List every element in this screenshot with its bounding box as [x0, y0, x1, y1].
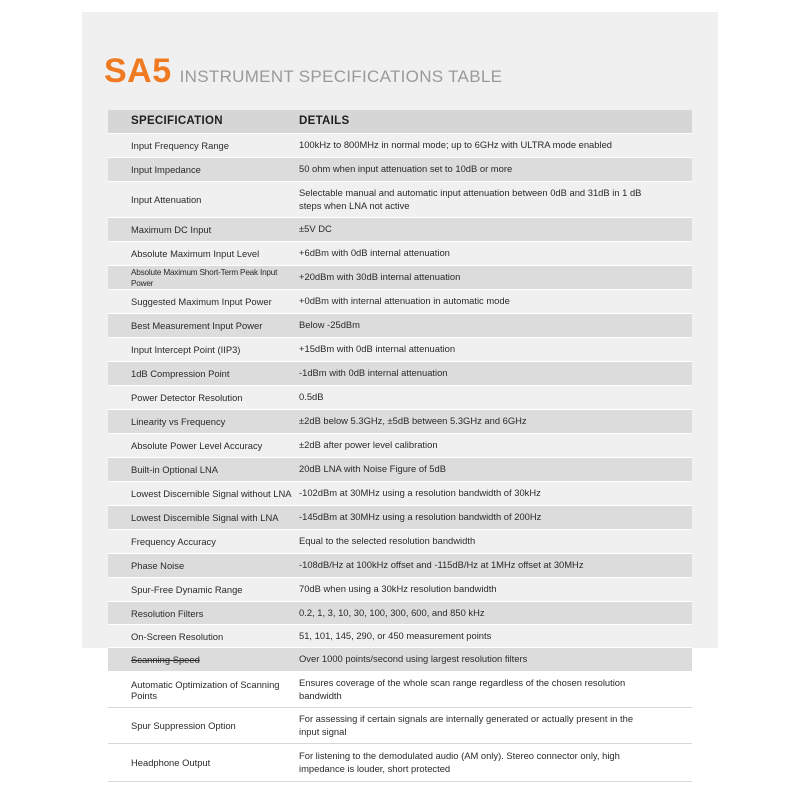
table-row [108, 648, 692, 672]
details-cell: Ensures coverage of the whole scan range regardless of the chosen resolution bandwidth [299, 677, 626, 701]
table-row [108, 625, 692, 648]
details-cell: +0dBm with internal attenuation in automatic mode [299, 295, 510, 307]
details-cell: ±2dB after power level calibration [299, 439, 438, 451]
table-row [108, 386, 692, 410]
spec-cell: 1dB Compression Point [131, 368, 230, 379]
details-cell: For assessing if certain signals are internally generated or actually present in the input signal [299, 713, 634, 737]
spec-table [108, 110, 692, 782]
table-row [108, 134, 692, 158]
spec-cell: Input Attenuation [131, 194, 202, 205]
table-row [108, 362, 692, 386]
spec-cell: Linearity vs Frequency [131, 416, 226, 427]
details-cell: -108dB/Hz at 100kHz offset and -115dB/Hz at 1MHz offset at 30MHz [299, 559, 584, 571]
table-row [108, 458, 692, 482]
table-row [108, 506, 692, 530]
spec-cell: Headphone Output [131, 757, 211, 768]
details-cell: 0.2, 1, 3, 10, 30, 100, 300, 600, and 850 kHz [299, 606, 485, 618]
spec-cell: On-Screen Resolution [131, 630, 224, 642]
table-row [108, 314, 692, 338]
spec-cell: Spur-Free Dynamic Range [131, 584, 243, 595]
table-row [108, 242, 692, 266]
details-cell: +6dBm with 0dB internal attenuation [299, 247, 450, 259]
table-row [108, 290, 692, 314]
table-row [108, 744, 692, 782]
table-row [108, 672, 692, 708]
spec-cell: Best Measurement Input Power [131, 320, 263, 331]
details-cell: -102dBm at 30MHz using a resolution bandwidth of 30kHz [299, 487, 541, 499]
table-row [108, 338, 692, 362]
spec-cell: Automatic Optimization of Scanning Points [131, 678, 280, 701]
spec-cell: Suggested Maximum Input Power [131, 296, 272, 307]
table-row [108, 708, 692, 744]
table-row [108, 434, 692, 458]
table-row [108, 530, 692, 554]
spec-cell: Lowest Discernible Signal with LNA [131, 512, 279, 523]
table-row [108, 158, 692, 182]
details-cell: Equal to the selected resolution bandwidth [299, 535, 476, 547]
details-cell: ±2dB below 5.3GHz, ±5dB between 5.3GHz and 6GHz [299, 415, 527, 427]
details-cell: +15dBm with 0dB internal attenuation [299, 343, 456, 355]
table-row [108, 182, 692, 218]
table-row [108, 218, 692, 242]
details-cell: For listening to the demodulated audio (AM only). Stereo connector only, high impedance is louder, short protected [299, 750, 620, 774]
title-text: INSTRUMENT SPECIFICATIONS TABLE [179, 67, 503, 86]
spec-cell: Scanning Speed [131, 654, 200, 665]
page-title [104, 52, 502, 91]
spec-cell: Input Impedance [131, 164, 201, 175]
details-cell: 20dB LNA with Noise Figure of 5dB [299, 463, 446, 475]
details-cell: Below -25dBm [299, 319, 360, 331]
table-row [108, 482, 692, 506]
header-specification: SPECIFICATION [131, 115, 223, 127]
details-cell: Over 1000 points/second using largest resolution filters [299, 653, 528, 665]
details-cell: -1dBm with 0dB internal attenuation [299, 367, 448, 379]
details-cell: 100kHz to 800MHz in normal mode; up to 6GHz with ULTRA mode enabled [299, 139, 612, 151]
spec-cell: Absolute Maximum Input Level [131, 248, 260, 259]
details-cell: 51, 101, 145, 290, or 450 measurement points [299, 629, 492, 641]
details-cell: +20dBm with 30dB internal attenuation [299, 271, 461, 283]
table-row [108, 266, 692, 290]
details-cell: 50 ohm when input attenuation set to 10dB or more [299, 163, 513, 175]
table-row [108, 578, 692, 602]
details-cell: 0.5dB [299, 391, 324, 403]
spec-cell: Absolute Maximum Short-Term Peak Input Power [131, 267, 278, 288]
spec-cell: Frequency Accuracy [131, 536, 216, 547]
table-row [108, 410, 692, 434]
spec-cell: Power Detector Resolution [131, 392, 243, 403]
spec-cell: Absolute Power Level Accuracy [131, 440, 263, 451]
spec-cell: Resolution Filters [131, 607, 204, 619]
details-cell: 70dB when using a 30kHz resolution bandwidth [299, 583, 497, 595]
model-name: SA5 [104, 52, 172, 90]
spec-cell: Lowest Discernible Signal without LNA [131, 488, 292, 499]
table-row [108, 602, 692, 625]
spec-cell: Built-in Optional LNA [131, 464, 219, 475]
header-details: DETAILS [299, 115, 350, 128]
details-cell: -145dBm at 30MHz using a resolution bandwidth of 200Hz [299, 511, 542, 523]
table-header-row [108, 110, 692, 134]
spec-cell: Input Frequency Range [131, 140, 229, 151]
spec-cell: Phase Noise [131, 560, 185, 571]
spec-cell: Input Intercept Point (IIP3) [131, 344, 241, 355]
details-cell: Selectable manual and automatic input attenuation between 0dB and 31dB in 1 dB steps when LNA not active [299, 187, 642, 211]
details-cell: ±5V DC [299, 223, 332, 235]
table-row [108, 554, 692, 578]
spec-cell: Spur Suppression Option [131, 720, 236, 731]
spec-cell: Maximum DC Input [131, 224, 212, 235]
